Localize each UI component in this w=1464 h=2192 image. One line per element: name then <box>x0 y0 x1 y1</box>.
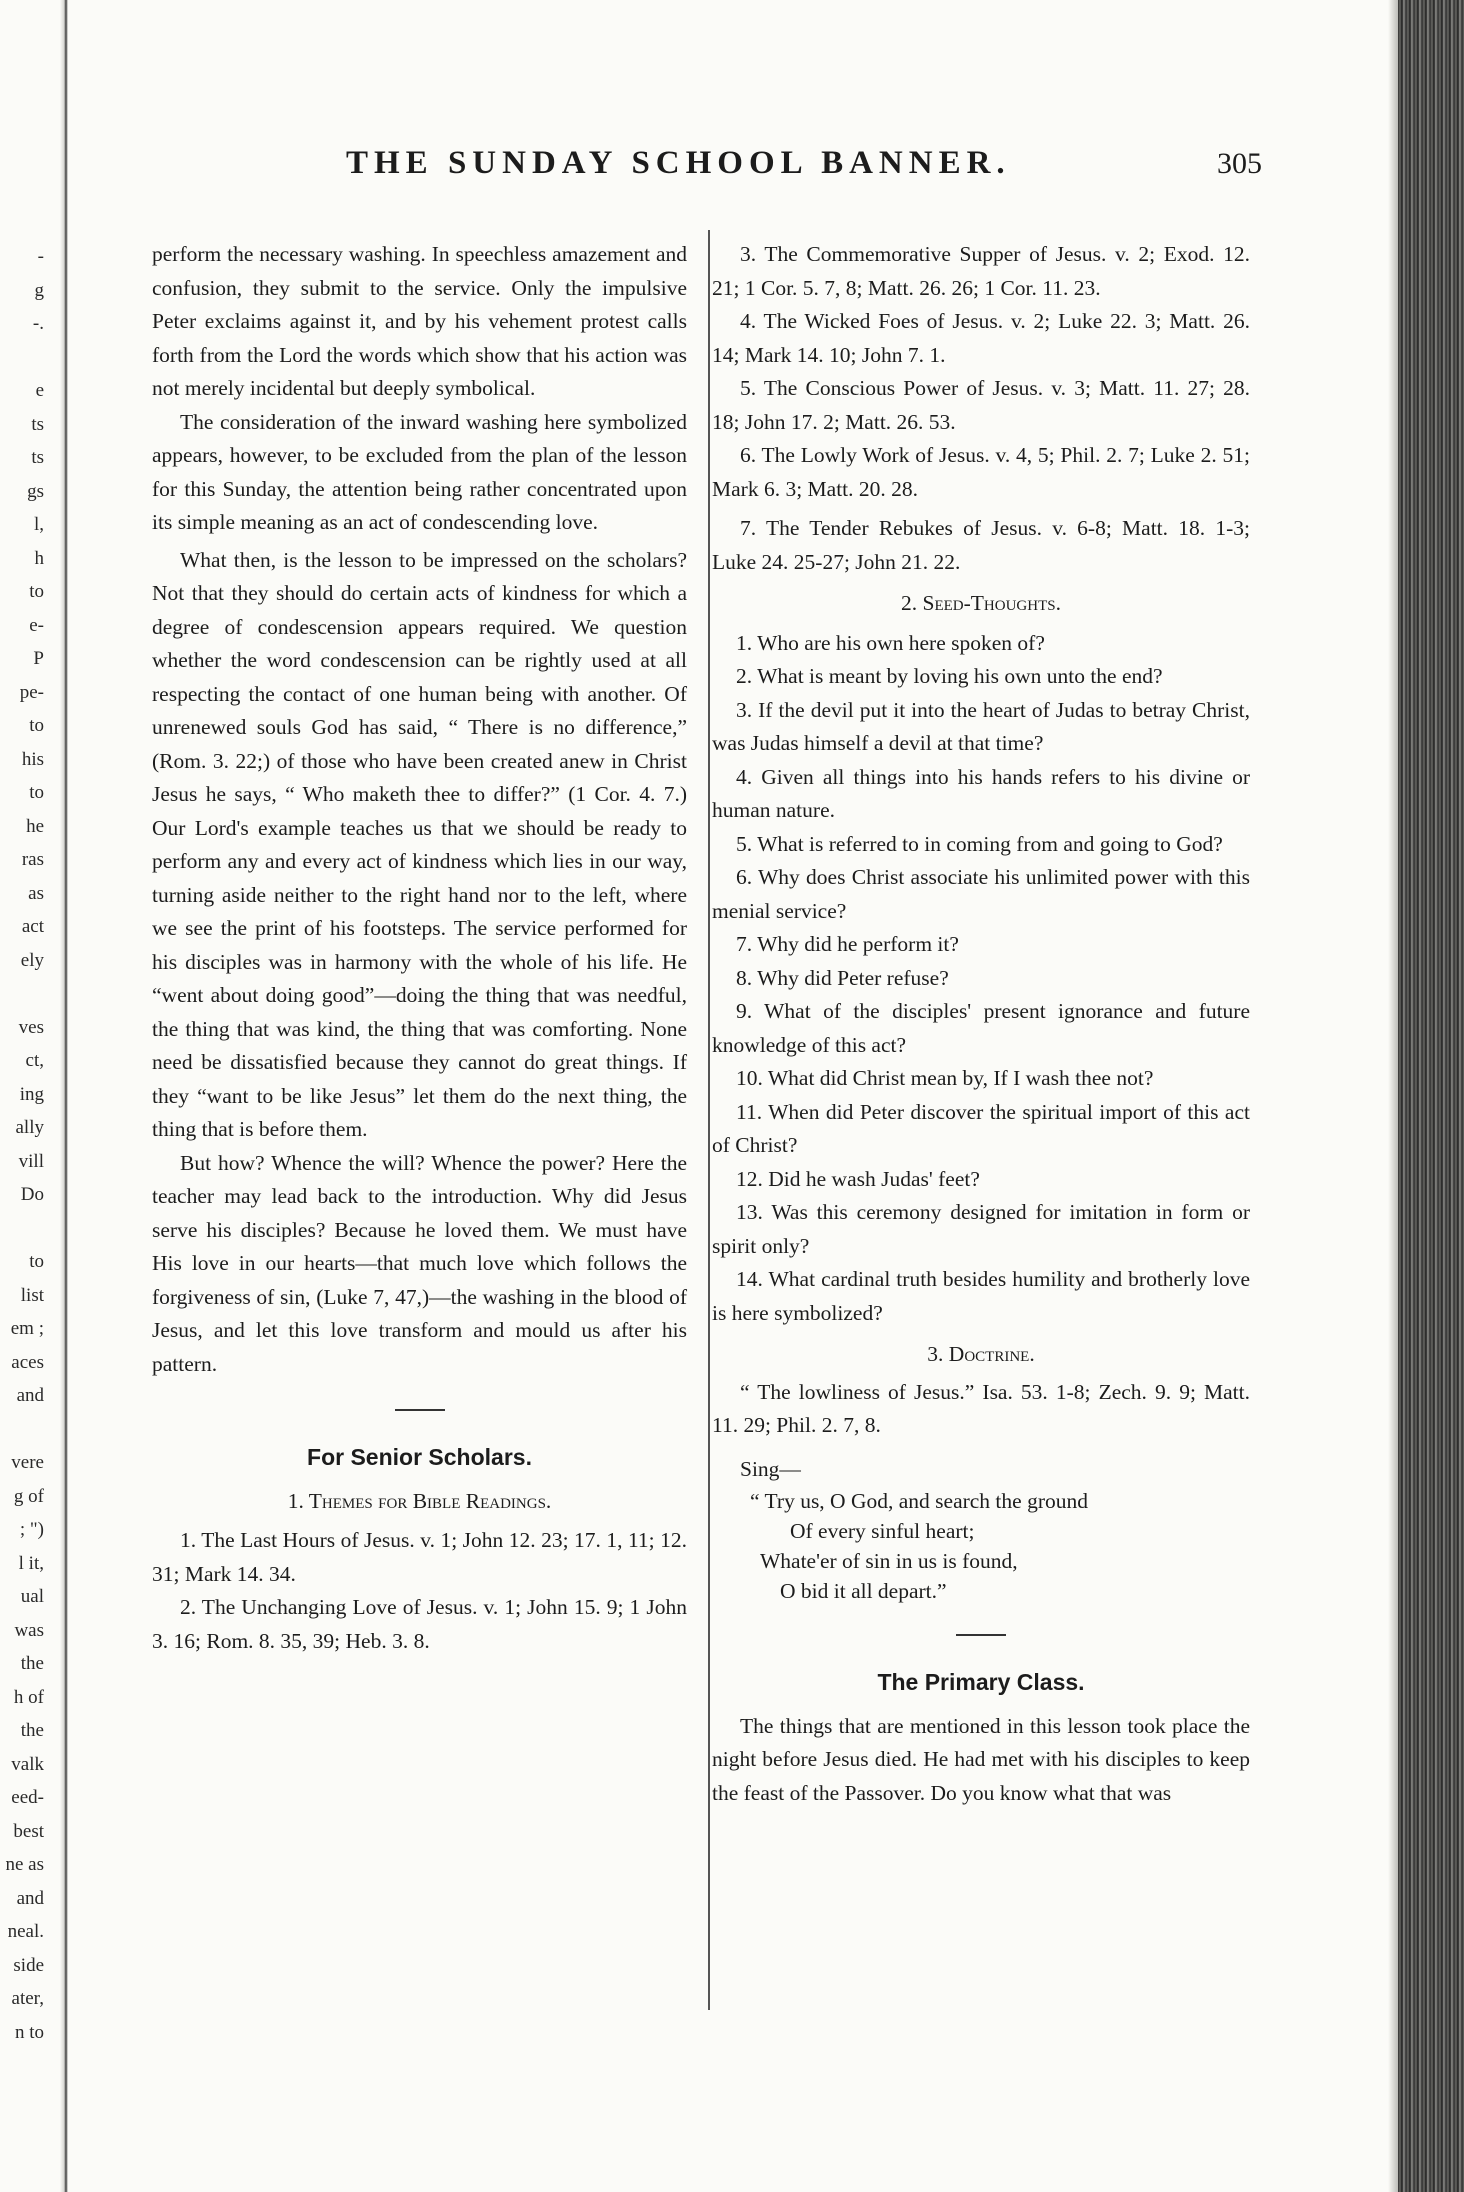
book-fore-edge <box>1388 0 1464 2192</box>
previous-page-fragment: h of <box>13 1686 44 1708</box>
theme-item: 5. The Conscious Power of Jesus. v. 3; Matt. 11. 27; 28. 18; John 17. 2; Matt. 26. 53. <box>712 376 1250 434</box>
seed-thought-question: 4. Given all things into his hands refers to his divine or human nature. <box>712 764 1250 822</box>
running-title: THE SUNDAY SCHOOL BANNER. <box>346 145 1011 181</box>
previous-page-fragment: P <box>33 648 44 669</box>
previous-page-fragment: neal. <box>7 1921 44 1942</box>
seed-thought-question: 14. What cardinal truth besides humility and brotherly love is here symbolized? <box>712 1267 1250 1325</box>
previous-page-fragment: l it, <box>18 1552 44 1574</box>
seed-thought-question: 11. When did Peter discover the spiritual import of this act of Christ? <box>712 1099 1250 1157</box>
left-column <box>152 238 687 1658</box>
subheading-doctrine: 3. Doctrine. <box>927 1342 1035 1366</box>
paragraph: But how? Whence the will? Whence the power? Here the teacher may lead back to the introduction. Why did Jesus serve his disciples? Because he loved them. We must have His love in our hearts—that much love which follows the forgiveness of sin, (Luke 7, 47,)—the washing in the blood of Jesus, and let this love transform and mould us after his pattern. <box>152 1150 687 1376</box>
previous-page-fragment: eed- <box>11 1787 44 1808</box>
previous-page-fragment: the <box>20 1653 44 1674</box>
hymn-line: Of every sinful heart; <box>790 1519 975 1543</box>
seed-thought-question: 6. Why does Christ associate his unlimited power with this menial service? <box>712 865 1250 923</box>
previous-page-fragment <box>0 977 44 1011</box>
previous-page-fragment: vill <box>18 1150 44 1172</box>
previous-page-fragment: as <box>28 882 44 904</box>
previous-page-fragment: g <box>34 279 44 301</box>
previous-page-fragment: act <box>21 916 44 937</box>
previous-page-fragment: he <box>26 815 44 837</box>
sing-label: Sing— <box>740 1456 801 1481</box>
seed-thought-question: 2. What is meant by loving his own unto the end? <box>736 664 1163 688</box>
previous-page-fragment: ing <box>19 1083 44 1105</box>
previous-page-fragment: ts <box>31 447 44 468</box>
previous-page-fragment: ely <box>20 949 44 971</box>
hymn-line: O bid it all depart.” <box>780 1579 947 1603</box>
previous-page-fragment: -. <box>32 313 44 334</box>
previous-page-fragment: and <box>16 1385 44 1406</box>
previous-page-fragment: - <box>37 246 44 267</box>
seed-thought-question: 5. What is referred to in coming from and going to God? <box>736 831 1223 856</box>
seed-thought-question: 7. Why did he perform it? <box>736 932 959 956</box>
previous-page-fragment: list <box>20 1284 44 1306</box>
column-divider <box>708 230 710 2010</box>
previous-page-fragment: ally <box>15 1117 44 1138</box>
paragraph: What then, is the lesson to be impressed on the scholars? Not that they should do certain acts of kindness for which a degree of condescension appears required. We question whether the word condescension can be rightly used at all respecting the contact of one human being with another. Of unrenewed souls God has said, “ There is no difference,” (Rom. 3. 22;) of those who have been created anew in Christ Jesus he says, “ Who maketh thee to differ?” (1 Cor. 4. 7.) Our Lord's example teaches us that we should be ready to perform any and every act of kindness which lies in our way, turning aside neither to the right hand nor to the left, where we see the print of his footsteps. The service performed for his disciples was in harmony with the whole of his life. He “went about doing good”—doing the thing that was needful, the thing that was kind, the thing that was comforting. None need be dissatisfied because they cannot do great things. If they “want to be like Jesus” let them do the next thing, the thing that is before them. <box>152 547 687 1141</box>
seed-thought-question: 10. What did Christ mean by, If I wash thee not? <box>736 1066 1154 1090</box>
seed-thought-question: 9. What of the disciples' present ignorance and future knowledge of this act? <box>712 999 1250 1057</box>
seed-thought-question: 12. Did he wash Judas' feet? <box>736 1166 980 1191</box>
previous-page-fragment: gs <box>27 480 44 502</box>
previous-page-fragment: ater, <box>11 1988 44 2009</box>
previous-page-fragment: was <box>14 1619 44 1641</box>
previous-page-fragment: side <box>13 1954 44 1976</box>
theme-item: 4. The Wicked Foes of Jesus. v. 2; Luke 22. 3; Matt. 26. 14; Mark 14. 10; John 7. 1. <box>712 309 1250 367</box>
page-number: 305 <box>1217 147 1262 180</box>
section-heading-primary-class: The Primary Class. <box>877 1669 1085 1695</box>
previous-page-fragment: to <box>29 1251 44 1272</box>
seed-thought-question: 1. Who are his own here spoken of? <box>736 630 1045 655</box>
theme-item: 7. The Tender Rebukes of Jesus. v. 6-8; Matt. 18. 1-3; Luke 24. 25-27; John 21. 22. <box>712 516 1250 574</box>
previous-page-fragment: em ; <box>10 1318 44 1339</box>
previous-page-fragment: to <box>29 715 44 736</box>
hymn-line: Whate'er of sin in us is found, <box>760 1549 1018 1573</box>
previous-page-fragment: e <box>35 380 44 401</box>
previous-page-fragment: ne as <box>5 1854 44 1875</box>
previous-page-fragment <box>0 341 44 375</box>
previous-page-fragment: the <box>20 1720 44 1741</box>
hymn-line: “ Try us, O God, and search the ground <box>750 1489 1088 1513</box>
previous-page-fragment: valk <box>11 1753 44 1775</box>
theme-item: 6. The Lowly Work of Jesus. v. 4, 5; Phil. 2. 7; Luke 2. 51; Mark 6. 3; Matt. 20. 28. <box>712 443 1250 501</box>
previous-page-fragment: ras <box>21 849 44 870</box>
previous-page-fragment: ual <box>20 1586 44 1607</box>
previous-page-fragment: pe- <box>19 681 44 703</box>
page-header <box>150 145 1270 191</box>
previous-page-fragment: ; ") <box>19 1519 44 1540</box>
previous-page-fragment: g of <box>13 1485 44 1507</box>
previous-page-fragment: l, <box>33 514 44 535</box>
section-heading-senior-scholars: For Senior Scholars. <box>307 1444 532 1470</box>
previous-page-fragment: Do <box>20 1184 44 1205</box>
previous-page-fragment: to <box>29 581 44 602</box>
seed-thought-question: 8. Why did Peter refuse? <box>736 965 949 990</box>
theme-item: 1. The Last Hours of Jesus. v. 1; John 12. 23; 17. 1, 11; 12. 31; Mark 14. 34. <box>152 1528 687 1586</box>
previous-page-fragment: ves <box>18 1016 44 1038</box>
hymn-verse <box>712 1486 1250 1606</box>
seed-thought-question: 13. Was this ceremony designed for imitation in form or spirit only? <box>712 1200 1250 1258</box>
previous-page-fragment: aces <box>11 1351 44 1373</box>
section-rule <box>395 1409 445 1411</box>
previous-page-fragment: e- <box>29 614 44 636</box>
previous-page-fragment: n to <box>14 2021 44 2043</box>
question-list <box>712 627 1250 1331</box>
right-column <box>712 238 1250 1810</box>
subheading-themes: 1. Themes for Bible Readings. <box>287 1488 552 1513</box>
paragraph: The things that are mentioned in this lesson took place the night before Jesus died. He had met with his disciples to keep the feast of the Passover. Do you know what that was <box>712 1713 1250 1805</box>
previous-page-fragment: to <box>29 782 44 803</box>
previous-page-fragment <box>0 1212 44 1246</box>
previous-page-fragment: vere <box>11 1452 44 1473</box>
doctrine-text: “ The lowliness of Jesus.” Isa. 53. 1-8; Zech. 9. 9; Matt. 11. 29; Phil. 2. 7, 8. <box>712 1379 1250 1437</box>
previous-page-fragment: best <box>13 1820 44 1842</box>
section-rule <box>956 1634 1006 1636</box>
previous-page-fragment: h <box>34 547 44 569</box>
subheading-seed-thoughts: 2. Seed-Thoughts. <box>901 591 1061 615</box>
previous-page-fragment <box>0 1413 44 1447</box>
previous-page-text-fragments <box>0 240 44 2049</box>
previous-page-fragment: his <box>21 748 44 770</box>
paragraph: The consideration of the inward washing here symbolized appears, however, to be excluded from the plan of the lesson for this Sunday, the attention being rather concentrated upon its simple meaning as an act of condescending love. <box>152 409 687 534</box>
paragraph: perform the necessary washing. In speechless amazement and confusion, they submit to the service. Only the impulsive Peter exclaims against it, and by his vehement protest calls forth from the Lord the words which show that his action was not merely incidental but deeply symbolical. <box>152 242 687 400</box>
theme-item: 3. The Commemorative Supper of Jesus. v. 2; Exod. 12. 21; 1 Cor. 5. 7, 8; Matt. 26. 26; 1 Cor. 11. 23. <box>712 242 1250 300</box>
seed-thought-question: 3. If the devil put it into the heart of Judas to betray Christ, was Judas himself a devil at that time? <box>712 697 1250 755</box>
theme-item: 2. The Unchanging Love of Jesus. v. 1; John 15. 9; 1 John 3. 16; Rom. 8. 35, 39; Heb. 3. 8. <box>152 1595 687 1653</box>
previous-page-fragment: ct, <box>25 1050 44 1071</box>
previous-page-fragment: and <box>16 1887 44 1909</box>
previous-page-fragment: ts <box>31 413 44 435</box>
